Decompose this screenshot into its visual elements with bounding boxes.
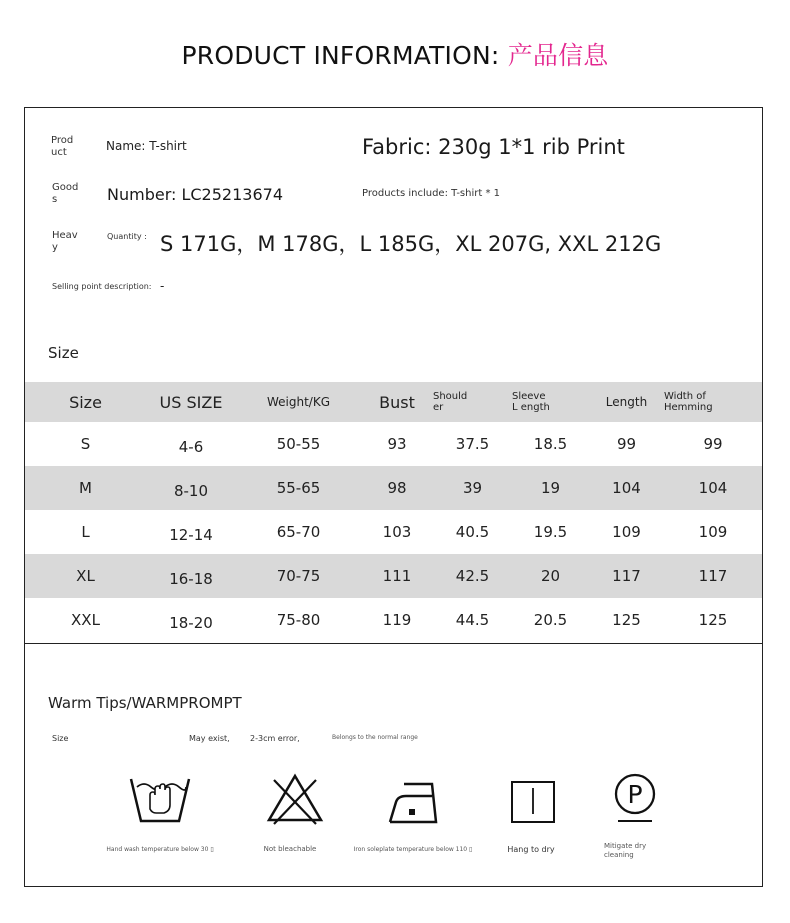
header-size: Size (69, 392, 102, 412)
cell-bust: 119 (382, 611, 412, 629)
warm-tips-heading: Warm Tips/WARMPROMPT (48, 694, 242, 712)
table-row (25, 598, 762, 642)
hang-dry-caption: Hang to dry (507, 845, 555, 854)
cell-bust: 111 (382, 567, 412, 585)
svg-text:P: P (627, 780, 643, 809)
header-shoulder: Should er (433, 391, 468, 413)
cell-hemming: 125 (698, 611, 728, 629)
includes-text: Products include: T-shirt * 1 (362, 188, 501, 199)
cell-bust: 103 (382, 523, 412, 541)
cell-weight: 75-80 (276, 611, 321, 629)
cell-us-size: 18-20 (169, 614, 213, 632)
no-bleach-caption: Not bleachable (263, 845, 317, 853)
cell-length: 109 (612, 523, 641, 541)
product-label: Prod uct (51, 135, 74, 158)
number-text: Number: LC25213674 (107, 185, 283, 204)
cell-sleeve: 20.5 (533, 611, 568, 629)
header-weight: Weight/KG (266, 395, 331, 409)
fabric-text: Fabric: 230g 1*1 rib Print (362, 135, 625, 159)
goods-label: Good s (52, 182, 79, 205)
table-row (25, 422, 762, 466)
cell-size: M (79, 479, 92, 497)
hand-wash-caption: Hand wash temperature below 30 ▯ (106, 846, 214, 853)
iron-icon (386, 780, 442, 826)
cell-weight: 55-65 (276, 479, 321, 497)
cell-hemming: 117 (698, 567, 728, 585)
cell-sleeve: 19.5 (533, 523, 568, 541)
cell-shoulder: 44.5 (455, 611, 490, 629)
cell-hemming: 99 (703, 435, 723, 453)
no-bleach-icon (266, 772, 324, 826)
cell-size: S (80, 435, 91, 453)
cell-hemming: 109 (698, 523, 728, 541)
cell-sleeve: 20 (540, 567, 561, 585)
cell-hemming: 104 (698, 479, 728, 497)
cell-weight: 70-75 (276, 567, 321, 585)
cell-us-size: 16-18 (169, 570, 213, 588)
size-table (25, 382, 762, 642)
tips-normal-range: Belongs to the normal range (332, 734, 418, 741)
cell-us-size: 4-6 (178, 438, 204, 456)
quantity-label: Quantity : (107, 232, 147, 241)
tips-size-label: Size (52, 734, 69, 743)
cell-us-size: 12-14 (169, 526, 213, 544)
table-row (25, 466, 762, 510)
cell-shoulder: 42.5 (455, 567, 490, 585)
cell-length: 117 (612, 567, 641, 585)
hand-wash-icon (128, 773, 192, 827)
cell-size: XXL (71, 611, 100, 629)
cell-shoulder: 40.5 (455, 523, 490, 541)
cell-weight: 65-70 (276, 523, 321, 541)
page-title-en: PRODUCT INFORMATION: (181, 41, 508, 70)
cell-weight: 50-55 (276, 435, 321, 453)
selling-point-value: - (160, 279, 165, 293)
cell-length: 104 (612, 479, 641, 497)
weights-text: S 171G，M 178G，L 185G，XL 207G, XXL 212G (160, 232, 662, 256)
cell-size: L (81, 523, 90, 541)
hang-dry-icon (510, 780, 556, 824)
cell-shoulder: 37.5 (455, 435, 490, 453)
header-length: Length (605, 395, 648, 409)
cell-length: 99 (616, 435, 637, 453)
header-sleeve-length: Sleeve L ength (512, 391, 550, 413)
size-heading: Size (48, 344, 79, 362)
cell-bust: 98 (387, 479, 407, 497)
header-hemming-width: Width of Hemming (664, 391, 713, 413)
header-bust: Bust (379, 392, 415, 412)
tips-may-exist: May exist, (189, 734, 230, 743)
cell-shoulder: 39 (462, 479, 483, 497)
page-title-cn: 产品信息 (507, 41, 609, 70)
cell-length: 125 (612, 611, 641, 629)
cell-size: XL (76, 567, 95, 585)
tips-error-text: 2-3cm error, (250, 734, 300, 743)
cell-sleeve: 19 (540, 479, 561, 497)
heavy-label: Heav y (52, 230, 78, 253)
selling-point-label: Selling point description: (52, 282, 152, 291)
dry-clean-caption: Mitigate dry cleaning (604, 842, 647, 859)
dry-clean-icon (612, 772, 658, 824)
name-text: Name: T-shirt (106, 139, 187, 153)
cell-bust: 93 (387, 435, 407, 453)
page-title (0, 36, 790, 72)
cell-sleeve: 18.5 (533, 435, 568, 453)
iron-caption: Iron soleplate temperature below 110 ▯ (353, 846, 473, 853)
cell-us-size: 8-10 (173, 482, 209, 500)
table-header-row (25, 382, 762, 422)
header-us-size: US SIZE (159, 392, 223, 412)
table-row (25, 510, 762, 554)
section-divider (25, 643, 762, 644)
table-row (25, 554, 762, 598)
